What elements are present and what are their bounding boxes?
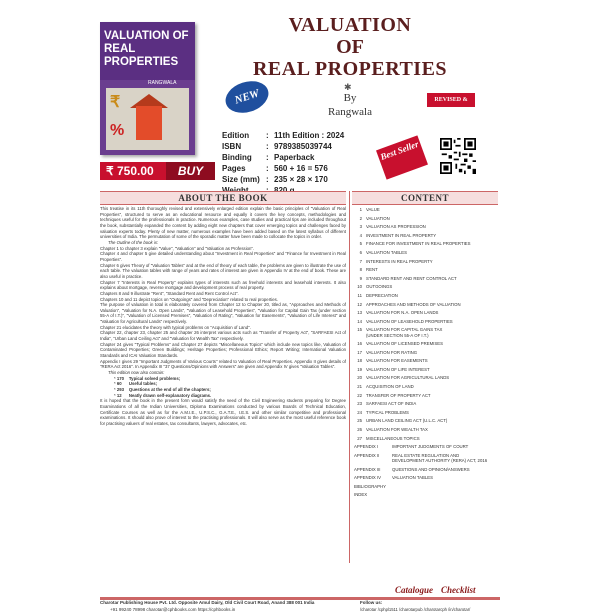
spec-value: 11th Edition : 2024: [274, 131, 345, 140]
spec-row: Binding : Paperback: [222, 153, 315, 162]
list-item: 25 URBAN LAND CEILING ACT (U.L.C. ACT): [357, 418, 448, 424]
list-item: BIBLIOGRAPHY: [354, 483, 386, 489]
list-item: * 60 Useful tables;: [114, 381, 158, 387]
spec-key: Size (mm): [222, 175, 260, 184]
buy-button[interactable]: BUY: [166, 162, 215, 180]
list-item: 19 VALUATION OF LIFE INTEREST: [357, 366, 430, 372]
outline-item: Chapter 1 to chapter 3 explain "Value", "Valuation" and "Valuation as Profession".: [100, 245, 255, 251]
about-closing: It is hoped that the book in the present form would satisfy the need of the Civil Engineering students preparing for Degree Examinations of all the Indian Universities, Diploma Examinations conducted by various Boards of Technical Education, Certificate Courses as well as for the A.M.I.E., U.P.S.C., G.A.T.E., I.E.S. and other similar competitive and professional examinations. It should also prove of interest to the practising professionals. It will also serve as the most useful reference book for practising valuers of real estates, tax consultants, lawyers, advocates, etc.: [100, 398, 346, 426]
percent-icon: %: [110, 122, 125, 139]
list-item: 13 VALUATION FOR N.A. OPEN LANDS: [357, 310, 439, 316]
spec-value: 9789385039744: [274, 142, 332, 151]
about-intro: This treatise in its 11th thoroughly revised and extensively enlarged edition explain the basic principles of "Valuation of Real Properties", structured to serve as an educational resource and equally it covers the key concepts, methodologies and techniques useful for the professionals in practice. Numerous examples, case studies and practical tips are included throughout the book, substantially expanded the content by adding eight new chapters that cover emerging topics and challenges faced by valuation experts today. Plenty of new matter, numerous examples have been added based on the latest syllabus of different universities of India. The permutation of some of the sporadic matter have been made to collocate the topics in order.: [100, 206, 346, 240]
list-item: INDEX: [354, 492, 368, 498]
list-item: 11 DEPRECIATION: [357, 292, 398, 298]
revised-badge: REVISED & ENLARGED: [427, 93, 475, 107]
list-item: 7 INTERESTS IN REAL PROPERTY: [359, 258, 433, 264]
checklist-link[interactable]: Checklist: [441, 585, 476, 595]
outline-title: The Outline of the book is:: [108, 239, 159, 245]
ornament-star-icon: ✱: [344, 82, 352, 92]
price-bar: [100, 162, 215, 180]
list-item: 4 INVESTMENT IN REAL PROPERTY: [359, 232, 437, 238]
list-item: 12 APPROACHES AND METHODS OF VALUATION: [357, 301, 461, 307]
outline-item: Chapter 4 and chapter 5 give detailed understanding about "Investment in Real Properties" and "Finance for Investment in Real Properties".: [100, 251, 346, 262]
qr-code-icon[interactable]: [440, 138, 476, 174]
outline-item: Chapter 6 gives Theory of "Valuation Tables" and at the end of theory of each table, the problems are given to illustrate the use of each table. The valuation tables with range of years and rates of interest are given in Appendix IV at the end of book. These are also useful in practice.: [100, 262, 346, 279]
list-item: 22 TRANSFER OF PROPERTY ACT: [357, 392, 431, 398]
outline-item: The purpose of valuation in total is elaborately covered from Chapter 12 to Chapter 20, titled as, "Approaches and Methods of Valuation", "Valuation for N.A. Open Lands", "Valuation of Leasehold Properties", "Valuation for Capital Gain Tax (under section 55-A of I.T.)", "Valuation of Licensed Premises", "Valuation of Rating", "Valuation for Easements", "Valuation of Life Interest" and "Valuation for Agricultural Lands" respectively.: [100, 302, 346, 325]
list-item: 2 VALUATION: [359, 215, 390, 221]
title-line-2: OF: [336, 36, 364, 58]
spec-row: Size (mm) : 235 × 28 × 170: [222, 175, 328, 184]
spec-row: Pages : 560 + 16 = 576: [222, 164, 328, 173]
appendix-item: APPENDIX III QUESTIONS AND OPINION/ANSWERS: [354, 466, 470, 472]
contains-list: [100, 376, 346, 399]
title-line-3: REAL PROPERTIES: [252, 58, 448, 80]
spec-row: ISBN : 9789385039744: [222, 142, 332, 151]
list-item: 16 VALUATION OF LICENSED PREMISES: [357, 341, 443, 347]
publisher-address: Charotar Publishing House Pvt. Ltd. Opposite Amul Dairy, Old Civil Court Road, Anand 388 001 India: [100, 600, 315, 605]
list-item: 14 VALUATION OF LEASEHOLD PROPERTIES: [357, 318, 453, 324]
list-item: 23 SARFAESI ACT OF INDIA: [357, 401, 417, 407]
outline-item: Chapter 24 gives "Typical Problems" and Chapter 27 depicts "Miscellaneous Topics" which include new topics like, Valuation of Contaminated Properties; Green Buildings; Heritage Properties; Professional Ethics; Report Writing; International Valuation Standards and ICAI Valuation Standards.: [100, 341, 346, 359]
social-links[interactable]: /charotar /cphpl1511 /charotarpub /charotarcph /in/charotar/: [360, 607, 471, 612]
list-item: 10 OUTGOINGS: [357, 284, 393, 290]
spec-value: 235 × 28 × 170: [274, 175, 328, 184]
appendix-item: APPENDIX II REAL ESTATE REGULATION AND: [354, 452, 460, 458]
by-label: By: [343, 92, 357, 104]
list-item: 18 VALUATION FOR EASEMENTS: [357, 358, 428, 364]
book-specs: [222, 130, 372, 196]
appendix-item: APPENDIX I IMPORTANT JUDGMENTS OF COURT: [354, 444, 469, 450]
list-item: 5 FINANCE FOR INVESTMENT IN REAL PROPERTIES: [359, 241, 471, 247]
list-item: 6 VALUATION TABLES: [359, 249, 407, 255]
spec-key: Edition: [222, 131, 250, 140]
outline-item: Chapters 8 and 9 illustrate "Rent", "Standard Rent and Rent Control Act".: [100, 290, 239, 296]
about-section-header: ABOUT THE BOOK: [100, 191, 346, 205]
spec-value: 560 + 16 = 576: [274, 164, 328, 173]
list-item: * 293 Questions at the end of all the chapters;: [114, 387, 211, 392]
rupee-icon: ₹: [110, 94, 121, 111]
book-cover: [100, 22, 195, 155]
outline-item: Chapter 21 elucidates the theory with typical problems on "Acquisition of Land".: [100, 324, 251, 330]
list-item: 26 VALUATION FOR WEALTH TAX: [357, 427, 428, 433]
outline-item: Chapters 10 and 11 depict topics on "Outgoings" and "Depreciation" related to real properties.: [100, 296, 279, 302]
new-badge: NEW: [221, 76, 272, 118]
spec-key: Pages: [222, 164, 246, 173]
follow-us-label: Follow us:: [360, 600, 383, 605]
spec-key: Binding: [222, 153, 252, 162]
publisher-contact: +91 99240 78998 charotar@cphbooks.com https://cphbooks.in: [110, 607, 236, 612]
list-item: 1 VALUE: [359, 207, 380, 212]
outline-item: Chapter 7 "Interests in Real Property" explains types of interests such as freehold interests and leasehold interests. It also explains about mortgage, reverse mortgage and development process of real property.: [100, 279, 346, 291]
list-item: * 12 Neatly drawn self-explanatory diagrams.: [114, 392, 212, 398]
outline-item: Appendix I gives 29 "Important Judgments of Various Courts" related to Valuation of Real Properties. Appendix II gives details of "RERA Act 2016". In Appendix III "37 Questions/Opinions with Answers" are given and Appendix IV gives "Valuation Tables".: [100, 358, 346, 370]
spec-row: Edition : 11th Edition : 2024: [222, 131, 345, 140]
cover-title: VALUATION OF REAL PROPERTIES: [104, 30, 189, 68]
list-item: 24 TYPICAL PROBLEMS: [357, 409, 409, 415]
cover-illustration: [106, 88, 189, 150]
about-text: [100, 206, 346, 563]
house-icon: [136, 106, 162, 140]
list-item: 27 MISCELLANEOUS TOPICS: [357, 435, 420, 441]
list-item: * 170 Typical solved problems;: [114, 375, 181, 381]
list-item: 3 VALUATION AS PROFESSION: [359, 224, 426, 230]
price-amount: ₹ 750.00: [106, 164, 154, 178]
title-line-1: VALUATION: [288, 14, 412, 36]
outline-item: Chapter 22, chapter 23, chapter 25 and chapter 26 interpret various acts such as "Transfer of Property Act", "SARFAESI Act of India", "Urban Land Ceiling Act" and "Valuation for Wealth Tax" respectively.: [100, 330, 346, 342]
list-item: 17 VALUATION FOR RATING: [357, 349, 418, 355]
list-item: 8 RENT: [359, 267, 378, 273]
spec-value: Paperback: [274, 153, 315, 162]
column-divider: [349, 191, 350, 563]
list-item: 9 STANDARD RENT AND RENT CONTROL ACT: [359, 275, 457, 281]
appendix-item: APPENDIX IV VALUATION TABLES: [354, 475, 433, 481]
catalogue-link[interactable]: Catalogue: [395, 585, 434, 595]
content-section-header: CONTENT: [352, 191, 498, 205]
contains-title: This edition now also contain:: [108, 370, 165, 376]
list-item: 21 ACQUISITION OF LAND: [357, 384, 414, 390]
spec-key: ISBN: [222, 142, 242, 151]
appendix-item: DEVELOPMENT AUTHORITY (RERA) ACT, 2016: [392, 458, 488, 463]
list-item: (UNDER SECTION 55-A OF I.T.): [366, 332, 429, 338]
list-item: 20 VALUATION FOR AGRICULTURAL LANDS: [357, 375, 450, 381]
list-item: 15 VALUATION FOR CAPITAL GAINS TAX: [357, 327, 443, 333]
best-seller-badge: Best Seller: [376, 135, 428, 179]
author-name: Rangwala: [328, 106, 372, 118]
cover-author: RANGWALA: [148, 80, 177, 86]
contents-list: [352, 206, 500, 500]
